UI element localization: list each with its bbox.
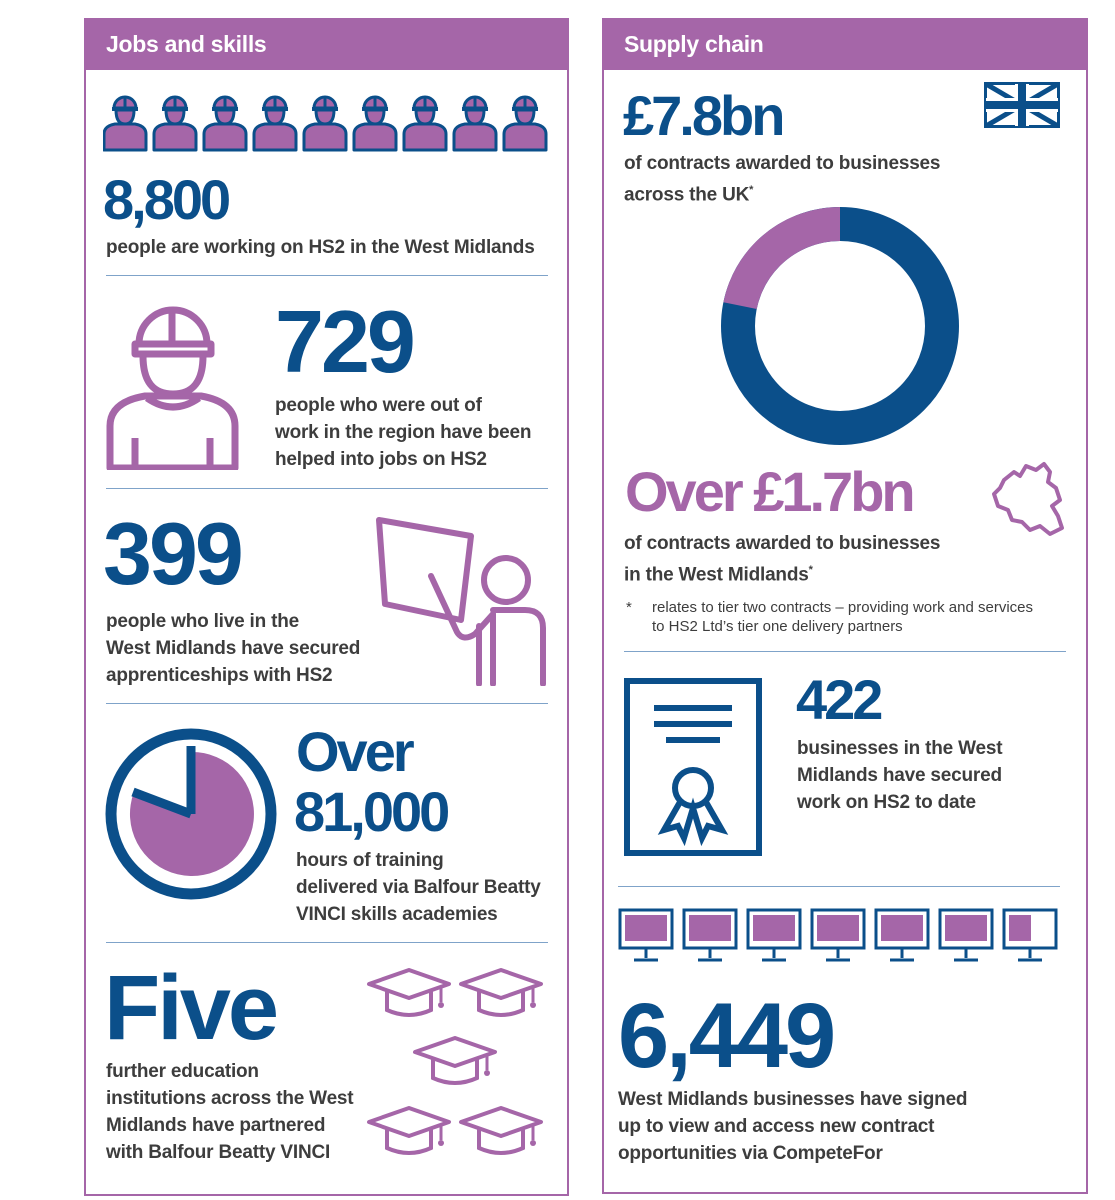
helped-value: 729 [275,292,413,391]
education-label [106,1058,353,1166]
uk-label-line: across the UK [624,184,750,206]
apprentices-label-line: people who live in the [106,611,300,632]
education-label-line: institutions across the West [106,1088,354,1109]
worker-icon [154,96,196,150]
competefor-value: 6,449 [618,985,834,1087]
helped-label-line: helped into jobs on HS2 [275,449,487,470]
businesses-value: 422 [796,668,881,731]
footnote-asterisk: * [626,599,632,616]
computer-monitor-icon [876,910,928,960]
footnote-mark: * [749,184,754,196]
supply-header: Supply chain [604,20,1086,70]
teacher-icon [375,514,550,691]
worker-icon [404,96,446,150]
jobs-header: Jobs and skills [86,20,567,70]
worker-icon [204,96,246,150]
competefor-label-line: up to view and access new contract [618,1116,935,1137]
workers-value: 8,800 [103,168,229,231]
uk-label-line: of contracts awarded to businesses [624,153,941,174]
worker-icon [454,96,496,150]
certificate-icon [624,678,762,861]
helped-label [275,392,531,473]
footnote-text [652,598,1033,636]
divider [106,275,548,276]
worker-icon [304,96,346,150]
graduation-cap-icon [461,970,541,1015]
education-value: Five [104,957,277,1059]
worker-icon [504,96,546,150]
worker-icon [104,96,146,150]
footnote-line: to HS2 Ltd’s tier one delivery partners [652,618,903,635]
share-donut [718,204,962,453]
helped-label-line: work in the region have been [275,422,532,443]
businesses-label [797,735,1002,816]
uk-label [624,150,940,208]
graduation-cap-icon [369,1108,449,1153]
training-label-line: hours of training [296,850,444,871]
competefor-label-line: opportunities via CompeteFor [618,1143,883,1164]
graduation-cap-icon [461,1108,541,1153]
worker-icon [254,96,296,150]
apprentices-label-line: West Midlands have secured [106,638,361,659]
uk-value: £7.8bn [623,84,783,147]
helped-label-line: people who were out of [275,395,482,416]
worker-icon [354,96,396,150]
clock-icon [103,726,279,907]
education-label-line: with Balfour Beatty VINCI [106,1142,331,1163]
west-midlands-value: Over £1.7bn [625,460,913,523]
west-midlands-map-icon [990,460,1066,543]
training-label-line: VINCI skills academies [296,904,498,925]
west-midlands-label-line: of contracts awarded to businesses [624,533,941,554]
apprentices-label-line: apprenticeships with HS2 [106,665,333,686]
divider [106,942,548,943]
training-label-line: delivered via Balfour Beatty [296,877,541,898]
competefor-label [618,1086,967,1167]
west-midlands-label [624,530,940,588]
divider [618,886,1060,887]
computer-monitor-icon [748,910,800,960]
training-value-line2: 81,000 [294,780,448,843]
graduation-cap-icon [369,970,449,1015]
computer-monitor-icon [684,910,736,960]
apprentices-value: 399 [103,504,241,603]
computer-monitor-icon [812,910,864,960]
west-midlands-label-line-wrap [624,557,940,588]
apprentices-label [106,608,360,689]
computer-monitor-icon [940,910,992,960]
computer-monitor-icon-row [618,908,1063,968]
competefor-label-line: West Midlands businesses have signed [618,1089,968,1110]
footnote-line: relates to tier two contracts – providing work and services [652,599,1033,616]
west-midlands-label-line: in the West Midlands [624,564,809,586]
worker-icon [105,298,240,475]
divider [106,703,548,704]
computer-monitor-icon [1004,910,1056,960]
training-value-line1: Over [296,720,412,783]
education-label-line: Midlands have partnered [106,1115,326,1136]
divider [624,651,1066,652]
worker-icon-row [103,90,553,152]
footnote-mark: * [808,564,813,576]
uk-flag-icon [984,82,1060,133]
businesses-label-line: Midlands have secured [797,765,1002,786]
donut-slice-west-midlands [740,224,840,306]
education-label-line: further education [106,1061,259,1082]
businesses-label-line: businesses in the West [797,738,1003,759]
computer-monitor-icon [620,910,672,960]
divider [106,488,548,489]
training-label [296,847,541,928]
workers-label: people are working on HS2 in the West Midlands [106,237,535,258]
graduation-cap-icon [415,1038,495,1083]
graduation-cap-icons [365,958,555,1168]
businesses-label-line: work on HS2 to date [797,792,976,813]
